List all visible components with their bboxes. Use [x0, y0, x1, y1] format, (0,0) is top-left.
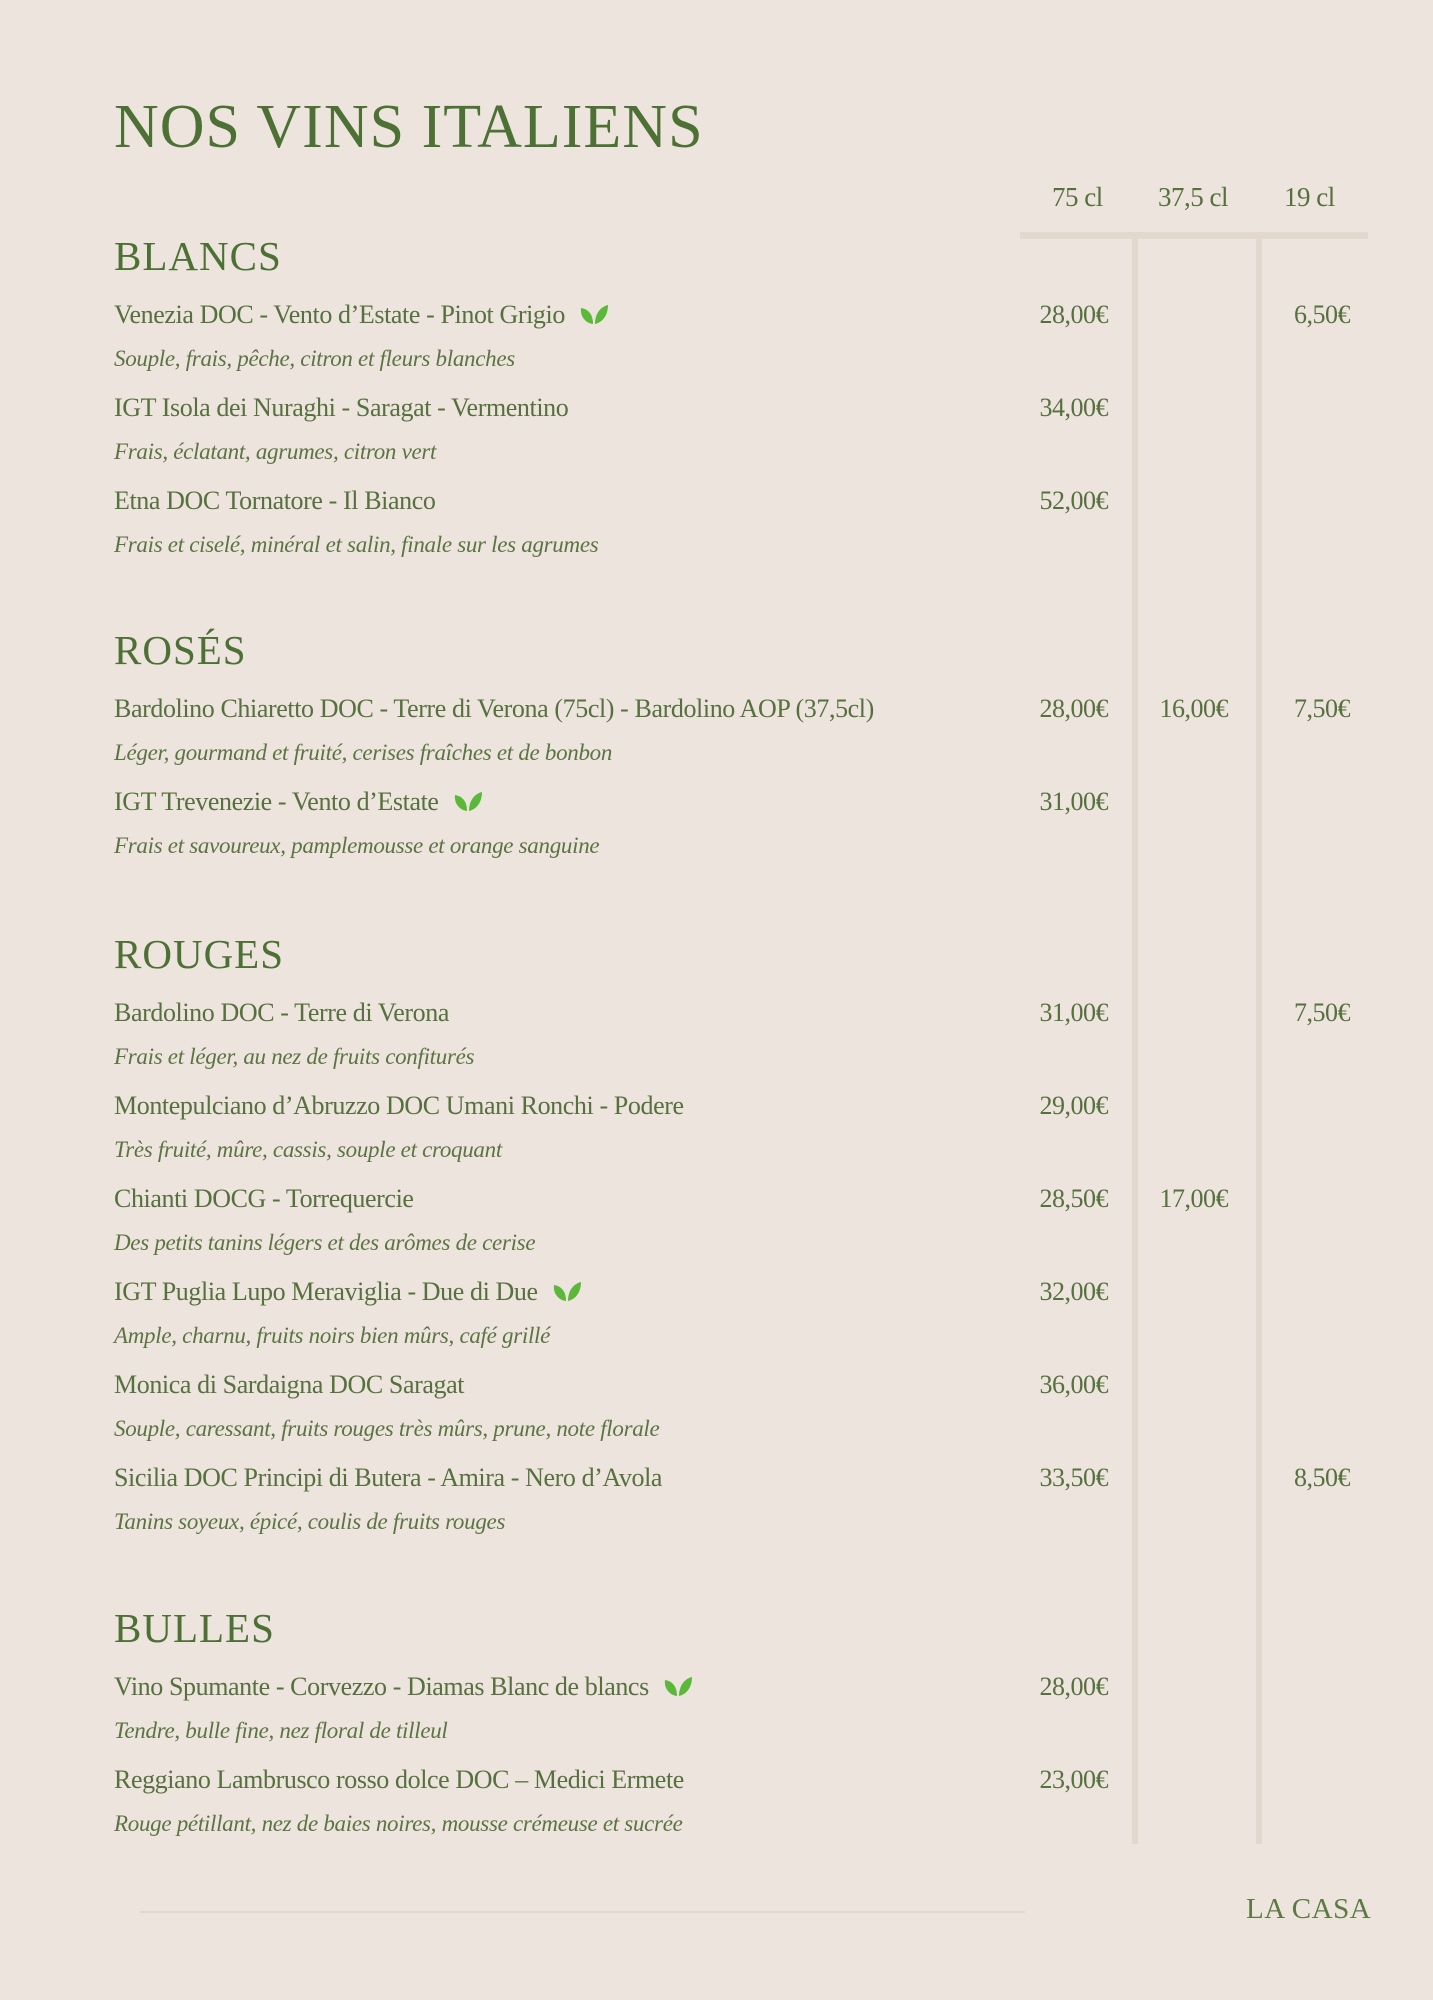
section-title-rouges: ROUGES	[114, 931, 285, 977]
column-header-75cl: 75 cl	[1052, 182, 1103, 212]
wine-description: Léger, gourmand et fruité, cerises fraîches et de bonbon	[114, 740, 613, 765]
wine-description: Ample, charnu, fruits noirs bien mûrs, café grillé	[114, 1323, 551, 1348]
wine-name-text: Montepulciano d’Abruzzo DOC Umani Ronchi - Podere	[114, 1091, 684, 1120]
section-title-blancs: BLANCS	[114, 233, 282, 279]
price-37-5cl: 17,00€	[1159, 1184, 1228, 1213]
wine-name-text: Bardolino DOC - Terre di Verona	[114, 998, 450, 1027]
leaf-icon	[663, 1676, 693, 1698]
column-header-37-5cl: 37,5 cl	[1158, 182, 1228, 212]
wine-name	[114, 1672, 693, 1702]
price-75cl: 36,00€	[1039, 1370, 1108, 1399]
price-75cl: 33,50€	[1039, 1463, 1108, 1492]
wine-name-text: Reggiano Lambrusco rosso dolce DOC – Medici Ermete	[114, 1765, 684, 1794]
price-75cl: 23,00€	[1039, 1765, 1108, 1794]
wine-name	[114, 1765, 684, 1795]
wine-name	[114, 1184, 414, 1214]
price-19cl: 8,50€	[1294, 1463, 1350, 1492]
price-75cl: 52,00€	[1039, 486, 1108, 515]
wine-name-text: Chianti DOCG - Torrequercie	[114, 1184, 414, 1213]
column-header-19cl: 19 cl	[1284, 182, 1335, 212]
page-title: NOS VINS ITALIENS	[114, 93, 704, 161]
wine-name-text: IGT Trevenezie - Vento d’Estate	[114, 787, 439, 816]
wine-name	[114, 787, 483, 817]
wine-name	[114, 486, 435, 516]
wine-description: Très fruité, mûre, cassis, souple et croquant	[114, 1137, 502, 1162]
wine-name	[114, 393, 568, 423]
wine-name-text: IGT Puglia Lupo Meraviglia - Due di Due	[114, 1277, 538, 1306]
header-divider	[1020, 232, 1368, 239]
footer-divider	[140, 1911, 1025, 1913]
wine-name-text: Monica di Sardaigna DOC Saragat	[114, 1370, 465, 1399]
leaf-icon	[453, 791, 483, 813]
wine-name	[114, 1463, 662, 1493]
wine-name	[114, 694, 874, 724]
price-75cl: 28,50€	[1039, 1184, 1108, 1213]
section-title-rosés: ROSÉS	[114, 627, 247, 673]
wine-name	[114, 1370, 464, 1400]
price-75cl: 31,00€	[1039, 998, 1108, 1027]
section-title-bulles: BULLES	[114, 1605, 275, 1651]
price-75cl: 34,00€	[1039, 393, 1108, 422]
wine-description: Des petits tanins légers et des arômes de cerise	[114, 1230, 536, 1255]
price-75cl: 31,00€	[1039, 787, 1108, 816]
wine-description: Rouge pétillant, nez de baies noires, mousse crémeuse et sucrée	[114, 1811, 683, 1836]
price-19cl: 6,50€	[1294, 300, 1350, 329]
price-75cl: 28,00€	[1039, 1672, 1108, 1701]
price-75cl: 28,00€	[1039, 694, 1108, 723]
wine-description: Tanins soyeux, épicé, coulis de fruits rouges	[114, 1509, 506, 1534]
price-75cl: 29,00€	[1039, 1091, 1108, 1120]
price-75cl: 28,00€	[1039, 300, 1108, 329]
column-divider-right	[1256, 236, 1262, 1844]
price-19cl: 7,50€	[1294, 998, 1350, 1027]
wine-description: Souple, frais, pêche, citron et fleurs blanches	[114, 346, 515, 371]
wine-name	[114, 1091, 684, 1121]
wine-name-text: Venezia DOC - Vento d’Estate - Pinot Grigio	[114, 300, 565, 329]
wine-name-text: Vino Spumante - Corvezzo - Diamas Blanc de blancs	[114, 1672, 649, 1701]
wine-description: Frais et savoureux, pamplemousse et orange sanguine	[114, 833, 600, 858]
price-37-5cl: 16,00€	[1159, 694, 1228, 723]
wine-description: Frais, éclatant, agrumes, citron vert	[114, 439, 437, 464]
wine-name	[114, 1277, 582, 1307]
leaf-icon	[552, 1281, 582, 1303]
leaf-icon	[579, 304, 609, 326]
wine-name	[114, 300, 609, 330]
wine-description: Frais et ciselé, minéral et salin, finale sur les agrumes	[114, 532, 599, 557]
wine-description: Tendre, bulle fine, nez floral de tilleul	[114, 1718, 448, 1743]
price-19cl: 7,50€	[1294, 694, 1350, 723]
wine-name-text: Etna DOC Tornatore - Il Bianco	[114, 486, 436, 515]
wine-name	[114, 998, 449, 1028]
wine-description: Souple, caressant, fruits rouges très mûrs, prune, note florale	[114, 1416, 660, 1441]
wine-name-text: Bardolino Chiaretto DOC - Terre di Verona (75cl) - Bardolino AOP (37,5cl)	[114, 694, 874, 723]
wine-name-text: Sicilia DOC Principi di Butera - Amira - Nero d’Avola	[114, 1463, 663, 1492]
price-75cl: 32,00€	[1039, 1277, 1108, 1306]
wine-name-text: IGT Isola dei Nuraghi - Saragat - Vermentino	[114, 393, 569, 422]
column-divider-left	[1132, 236, 1138, 1844]
wine-description: Frais et léger, au nez de fruits confiturés	[114, 1044, 475, 1069]
footer-brand: LA CASA	[1246, 1893, 1372, 1925]
